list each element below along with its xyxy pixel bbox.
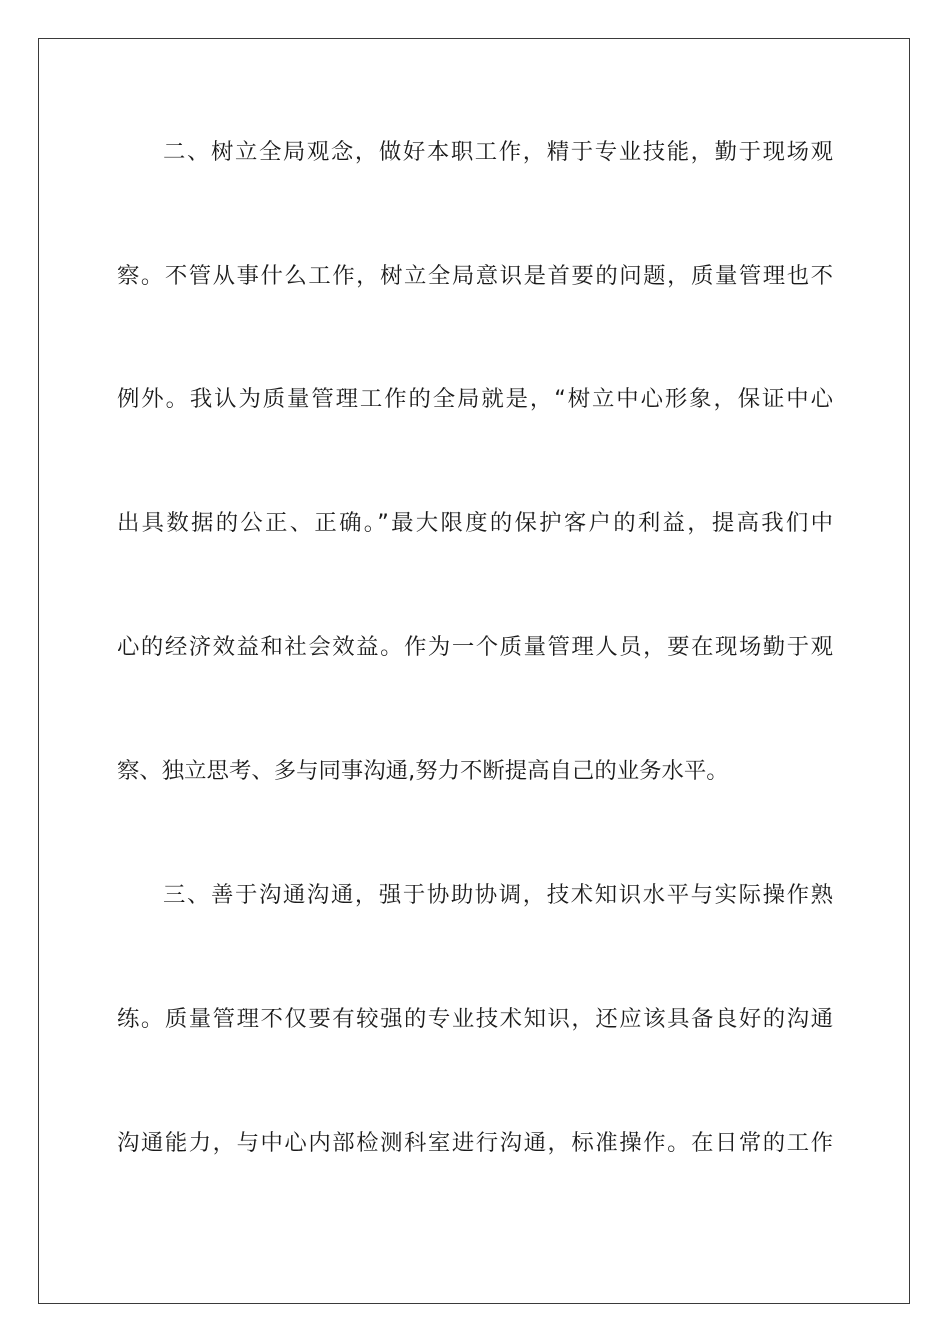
paragraph-2-line-6: 察、独立思考、多与同事沟通,努力不断提高自己的业务水平。: [117, 758, 729, 784]
paragraph-3-line-2: 练。质量管理不仅要有较强的专业技术知识，还应该具备良好的沟通: [117, 1006, 833, 1032]
paragraph-2-line-2: 察。不管从事什么工作，树立全局意识是首要的问题，质量管理也不: [117, 263, 833, 289]
paragraph-2-line-5: 心的经济效益和社会效益。作为一个质量管理人员，要在现场勤于观: [117, 634, 833, 660]
paragraph-2-line-4: 出具数据的公正、正确。”最大限度的保护客户的利益，提高我们中: [117, 510, 833, 536]
page-border: [38, 38, 910, 1304]
paragraph-2-line-1: 二、树立全局观念，做好本职工作，精于专业技能，勤于现场观: [163, 139, 833, 165]
paragraph-3-line-3: 沟通能力，与中心内部检测科室进行沟通，标准操作。在日常的工作: [117, 1130, 833, 1156]
paragraph-2-line-3: 例外。我认为质量管理工作的全局就是，“树立中心形象，保证中心: [117, 386, 833, 412]
paragraph-3-line-1: 三、善于沟通沟通，强于协助协调，技术知识水平与实际操作熟: [163, 882, 833, 908]
